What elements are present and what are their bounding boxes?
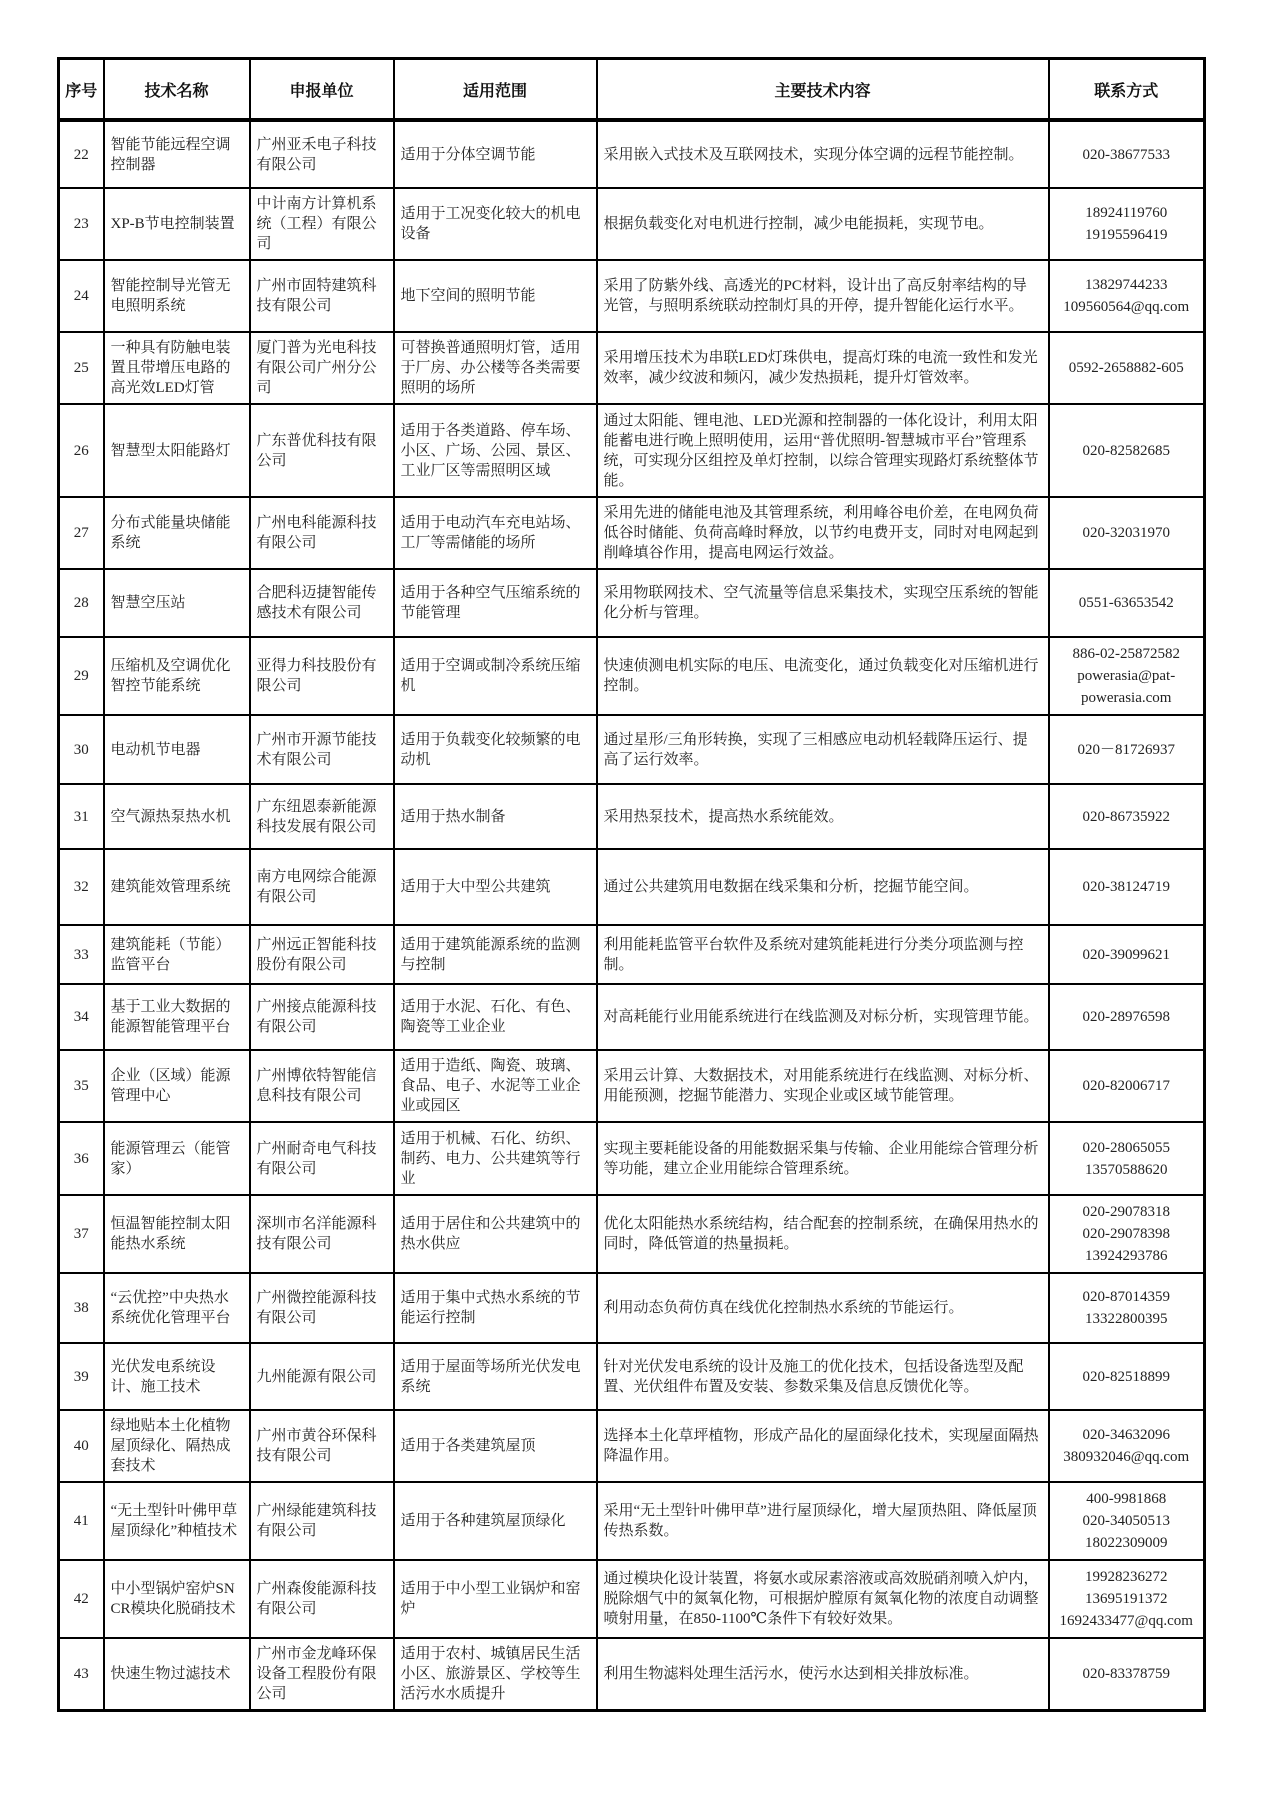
column-header-name: 技术名称 [104,59,250,121]
cell-content: 快速侦测电机实际的电压、电流变化，通过负载变化对压缩机进行控制。 [597,637,1049,715]
cell-name: 光伏发电系统设计、施工技术 [104,1343,250,1410]
contact-line: 13695191372 [1085,1591,1168,1607]
table-row [59,1638,1205,1711]
cell-company: 中计南方计算机系统（工程）有限公司 [250,188,394,260]
cell-scope: 适用于各类道路、停车场、小区、广场、公园、景区、工业厂区等需照明区域 [394,404,597,497]
cell-name: 企业（区域）能源管理中心 [104,1050,250,1122]
cell-contact [1049,1482,1205,1560]
contact-line: 0551-63653542 [1078,595,1174,611]
cell-name: 电动机节电器 [104,715,250,784]
cell-scope: 适用于屋面等场所光伏发电系统 [394,1343,597,1410]
cell-contact [1049,715,1205,784]
cell-no: 37 [59,1195,104,1273]
cell-company: 厦门普为光电科技有限公司广州分公司 [250,332,394,404]
cell-no: 36 [59,1122,104,1195]
cell-company: 广州微控能源科技有限公司 [250,1273,394,1343]
cell-contact [1049,332,1205,404]
table-row [59,188,1205,260]
cell-contact [1049,1050,1205,1122]
contact-line: 020-38677533 [1082,146,1170,163]
cell-company: 合肥科迈捷智能传感技术有限公司 [250,569,394,637]
table-row [59,1560,1205,1638]
cell-scope: 适用于集中式热水系统的节能运行控制 [394,1273,597,1343]
cell-content: 采用增压技术为串联LED灯珠供电，提高灯珠的电流一致性和发光效率，减少纹波和频闪，减少发热损耗，提升灯管效率。 [597,332,1049,404]
cell-contact [1049,1343,1205,1410]
cell-company: 广州市开源节能技术有限公司 [250,715,394,784]
cell-content: 通过太阳能、锂电池、LED光源和控制器的一体化设计，利用太阳能蓄电进行晚上照明使用，运用“普优照明-智慧城市平台”管理系统，可实现分区组控及单灯控制，以综合管理实现路灯系统整体节能。 [597,404,1049,497]
contact-line: 886-02-25872582 [1072,646,1180,662]
technology-table [57,57,1206,1712]
cell-no: 24 [59,260,104,332]
cell-name: XP-B节电控制装置 [104,188,250,260]
contact-line: 020-82518899 [1082,1368,1170,1385]
cell-contact [1049,1273,1205,1343]
contact-line: 13829744233 [1085,277,1168,293]
table-row [59,1273,1205,1343]
cell-contact [1049,1638,1205,1711]
cell-company: 广州亚禾电子科技有限公司 [250,120,394,188]
cell-name: 智慧空压站 [104,569,250,637]
cell-name: 中小型锅炉窑炉SNCR模块化脱硝技术 [104,1560,250,1638]
cell-no: 38 [59,1273,104,1343]
cell-name: 恒温智能控制太阳能热水系统 [104,1195,250,1273]
table-row [59,849,1205,925]
cell-contact [1049,569,1205,637]
cell-name: “无土型针叶佛甲草屋顶绿化”种植技术 [104,1482,250,1560]
cell-company: 广州绿能建筑科技有限公司 [250,1482,394,1560]
cell-content: 采用云计算、大数据技术，对用能系统进行在线监测、对标分析、用能预测，挖掘节能潜力、实现企业或区域节能管理。 [597,1050,1049,1122]
contact-line: 400-9981868 [1086,1491,1167,1507]
cell-company: 亚得力科技股份有限公司 [250,637,394,715]
cell-no: 29 [59,637,104,715]
contact-line: 020－81726937 [1077,741,1175,758]
cell-name: 建筑能效管理系统 [104,849,250,925]
cell-no: 39 [59,1343,104,1410]
cell-company: 广州耐奇电气科技有限公司 [250,1122,394,1195]
cell-scope: 适用于电动汽车充电站场、工厂等需储能的场所 [394,497,597,569]
cell-contact [1049,1560,1205,1638]
cell-name: 智能控制导光管无电照明系统 [104,260,250,332]
cell-contact [1049,849,1205,925]
cell-company: 广州市黄谷环保科技有限公司 [250,1410,394,1482]
cell-contact [1049,1410,1205,1482]
cell-no: 32 [59,849,104,925]
column-header-content: 主要技术内容 [597,59,1049,121]
cell-contact [1049,497,1205,569]
cell-company: 深圳市名洋能源科技有限公司 [250,1195,394,1273]
table-row [59,569,1205,637]
table-row [59,497,1205,569]
contact-line: 13924293786 [1085,1248,1168,1264]
contact-line: 020-29078398 [1082,1226,1170,1242]
cell-company: 广州森俊能源科技有限公司 [250,1560,394,1638]
table-row [59,1195,1205,1273]
cell-content: 针对光伏发电系统的设计及施工的优化技术，包括设备选型及配置、光伏组件布置及安装、参数采集及信息反馈优化等。 [597,1343,1049,1410]
table-row [59,260,1205,332]
cell-no: 41 [59,1482,104,1560]
cell-no: 43 [59,1638,104,1711]
contact-line: 020-28976598 [1082,1009,1170,1025]
cell-company: 广州远正智能科技股份有限公司 [250,925,394,984]
cell-contact [1049,1122,1205,1195]
contact-line: 380932046@qq.com [1063,1449,1190,1465]
cell-contact [1049,260,1205,332]
cell-name: 绿地贴本土化植物屋顶绿化、隔热成套技术 [104,1410,250,1482]
contact-line: 020-82582685 [1082,442,1170,459]
cell-content: 采用先进的储能电池及其管理系统，利用峰谷电价差，在电网负荷低谷时储能、负荷高峰时释放，以节约电费开支，同时对电网起到削峰填谷作用，提高电网运行效益。 [597,497,1049,569]
cell-company: 广州市固特建筑科技有限公司 [250,260,394,332]
cell-contact [1049,925,1205,984]
cell-no: 28 [59,569,104,637]
contact-line: 13570588620 [1085,1161,1168,1178]
contact-line: 020-39099621 [1082,946,1170,963]
cell-content: 优化太阳能热水系统结构，结合配套的控制系统，在确保用热水的同时，降低管道的热量损耗。 [597,1195,1049,1273]
cell-scope: 适用于大中型公共建筑 [394,849,597,925]
cell-scope: 适用于各种建筑屋顶绿化 [394,1482,597,1560]
cell-scope: 适用于空调或制冷系统压缩机 [394,637,597,715]
contact-line: 020-34632096 [1082,1427,1170,1443]
cell-company: 广州博依特智能信息科技有限公司 [250,1050,394,1122]
cell-company: 广州接点能源科技有限公司 [250,984,394,1050]
cell-content: 采用了防紫外线、高透光的PC材料，设计出了高反射率结构的导光管，与照明系统联动控制灯具的开停，提升智能化运行水平。 [597,260,1049,332]
cell-no: 34 [59,984,104,1050]
contact-line: 109560564@qq.com [1063,299,1190,315]
cell-name: 基于工业大数据的能源智能管理平台 [104,984,250,1050]
cell-scope: 适用于各种空气压缩系统的节能管理 [394,569,597,637]
cell-scope: 适用于热水制备 [394,784,597,849]
cell-company: 九州能源有限公司 [250,1343,394,1410]
cell-scope: 适用于水泥、石化、有色、陶瓷等工业企业 [394,984,597,1050]
contact-line: 020-38124719 [1082,879,1170,895]
cell-no: 35 [59,1050,104,1122]
contact-line: 13322800395 [1085,1311,1168,1327]
contact-line: 020-29078318 [1082,1204,1170,1220]
cell-content: 采用热泵技术，提高热水系统能效。 [597,784,1049,849]
cell-content: 通过模块化设计装置，将氨水或尿素溶液或高效脱硝剂喷入炉内，脱除烟气中的氮氧化物，可根据炉膛原有氮氧化物的浓度自动调整喷射用量，在850-1100℃条件下有较好效果。 [597,1560,1049,1638]
table-row [59,332,1205,404]
cell-scope: 适用于各类建筑屋顶 [394,1410,597,1482]
table-row [59,715,1205,784]
cell-no: 30 [59,715,104,784]
cell-no: 23 [59,188,104,260]
contact-line: 19928236272 [1085,1569,1168,1585]
cell-no: 40 [59,1410,104,1482]
cell-name: 空气源热泵热水机 [104,784,250,849]
table-row [59,925,1205,984]
table-row [59,1343,1205,1410]
cell-scope: 适用于造纸、陶瓷、玻璃、食品、电子、水泥等工业企业或园区 [394,1050,597,1122]
cell-content: 实现主要耗能设备的用能数据采集与传输、企业用能综合管理分析等功能，建立企业用能综合管理系统。 [597,1122,1049,1195]
table-row [59,1410,1205,1482]
contact-line: 020-87014359 [1082,1289,1170,1305]
table-row [59,1050,1205,1122]
contact-line: 020-32031970 [1082,525,1170,541]
contact-line: 18022309009 [1085,1535,1168,1551]
table-header-row [59,59,1205,121]
cell-no: 22 [59,120,104,188]
contact-line: 19195596419 [1085,227,1168,243]
table-row [59,120,1205,188]
cell-scope: 适用于机械、石化、纺织、制药、电力、公共建筑等行业 [394,1122,597,1195]
table-row [59,1482,1205,1560]
contact-line: 020-83378759 [1082,1666,1170,1682]
cell-company: 广州电科能源科技有限公司 [250,497,394,569]
cell-scope: 适用于建筑能源系统的监测与控制 [394,925,597,984]
cell-content: 对高耗能行业用能系统进行在线监测及对标分析，实现管理节能。 [597,984,1049,1050]
cell-name: 快速生物过滤技术 [104,1638,250,1711]
cell-scope: 适用于农村、城镇居民生活小区、旅游景区、学校等生活污水水质提升 [394,1638,597,1711]
cell-scope: 适用于居住和公共建筑中的热水供应 [394,1195,597,1273]
cell-name: 建筑能耗（节能）监管平台 [104,925,250,984]
cell-scope: 可替换普通照明灯管，适用于厂房、办公楼等各类需要照明的场所 [394,332,597,404]
cell-contact [1049,404,1205,497]
contact-line: powerasia.com [1081,690,1172,706]
cell-contact [1049,784,1205,849]
cell-scope: 适用于工况变化较大的机电设备 [394,188,597,260]
cell-contact [1049,1195,1205,1273]
cell-name: 智慧型太阳能路灯 [104,404,250,497]
cell-scope: 适用于中小型工业锅炉和窑炉 [394,1560,597,1638]
cell-no: 31 [59,784,104,849]
cell-contact [1049,188,1205,260]
contact-line: 020-28065055 [1082,1139,1170,1156]
cell-company: 南方电网综合能源有限公司 [250,849,394,925]
cell-name: 智能节能远程空调控制器 [104,120,250,188]
contact-line: 18924119760 [1085,205,1168,221]
cell-no: 27 [59,497,104,569]
contact-line: 020-82006717 [1082,1078,1170,1094]
contact-line: 020-86735922 [1082,808,1170,825]
cell-contact [1049,120,1205,188]
contact-line: powerasia@pat- [1077,668,1176,684]
cell-content: 利用动态负荷仿真在线优化控制热水系统的节能运行。 [597,1273,1049,1343]
cell-name: 压缩机及空调优化智控节能系统 [104,637,250,715]
column-header-contact: 联系方式 [1049,59,1205,121]
cell-no: 42 [59,1560,104,1638]
cell-company: 广东纽恩泰新能源科技发展有限公司 [250,784,394,849]
column-header-no: 序号 [59,59,104,121]
cell-contact [1049,637,1205,715]
cell-content: 根据负载变化对电机进行控制，减少电能损耗，实现节电。 [597,188,1049,260]
cell-company: 广州市金龙峰环保设备工程股份有限公司 [250,1638,394,1711]
table-row [59,1122,1205,1195]
cell-name: 能源管理云（能管家） [104,1122,250,1195]
table-row [59,984,1205,1050]
cell-no: 33 [59,925,104,984]
contact-line: 0592-2658882-605 [1068,360,1184,376]
cell-content: 利用能耗监管平台软件及系统对建筑能耗进行分类分项监测与控制。 [597,925,1049,984]
cell-contact [1049,984,1205,1050]
table-row [59,637,1205,715]
cell-content: 采用物联网技术、空气流量等信息采集技术，实现空压系统的智能化分析与管理。 [597,569,1049,637]
cell-no: 26 [59,404,104,497]
table-row [59,404,1205,497]
cell-content: 通过公共建筑用电数据在线采集和分析，挖掘节能空间。 [597,849,1049,925]
cell-content: 通过星形/三角形转换，实现了三相感应电动机轻载降压运行、提高了运行效率。 [597,715,1049,784]
cell-content: 采用“无土型针叶佛甲草”进行屋顶绿化，增大屋顶热阻、降低屋顶传热系数。 [597,1482,1049,1560]
cell-name: 分布式能量块储能系统 [104,497,250,569]
contact-line: 1692433477@qq.com [1059,1613,1193,1629]
cell-name: 一种具有防触电装置且带增压电路的高光效LED灯管 [104,332,250,404]
cell-name: “云优控”中央热水系统优化管理平台 [104,1273,250,1343]
cell-scope: 适用于分体空调节能 [394,120,597,188]
contact-line: 020-34050513 [1082,1513,1170,1529]
cell-scope: 地下空间的照明节能 [394,260,597,332]
column-header-scope: 适用范围 [394,59,597,121]
cell-content: 选择本土化草坪植物，形成产品化的屋面绿化技术，实现屋面隔热降温作用。 [597,1410,1049,1482]
cell-content: 利用生物滤料处理生活污水，使污水达到相关排放标准。 [597,1638,1049,1711]
column-header-company: 申报单位 [250,59,394,121]
cell-scope: 适用于负载变化较频繁的电动机 [394,715,597,784]
table-row [59,784,1205,849]
cell-no: 25 [59,332,104,404]
cell-company: 广东普优科技有限公司 [250,404,394,497]
cell-content: 采用嵌入式技术及互联网技术，实现分体空调的远程节能控制。 [597,120,1049,188]
